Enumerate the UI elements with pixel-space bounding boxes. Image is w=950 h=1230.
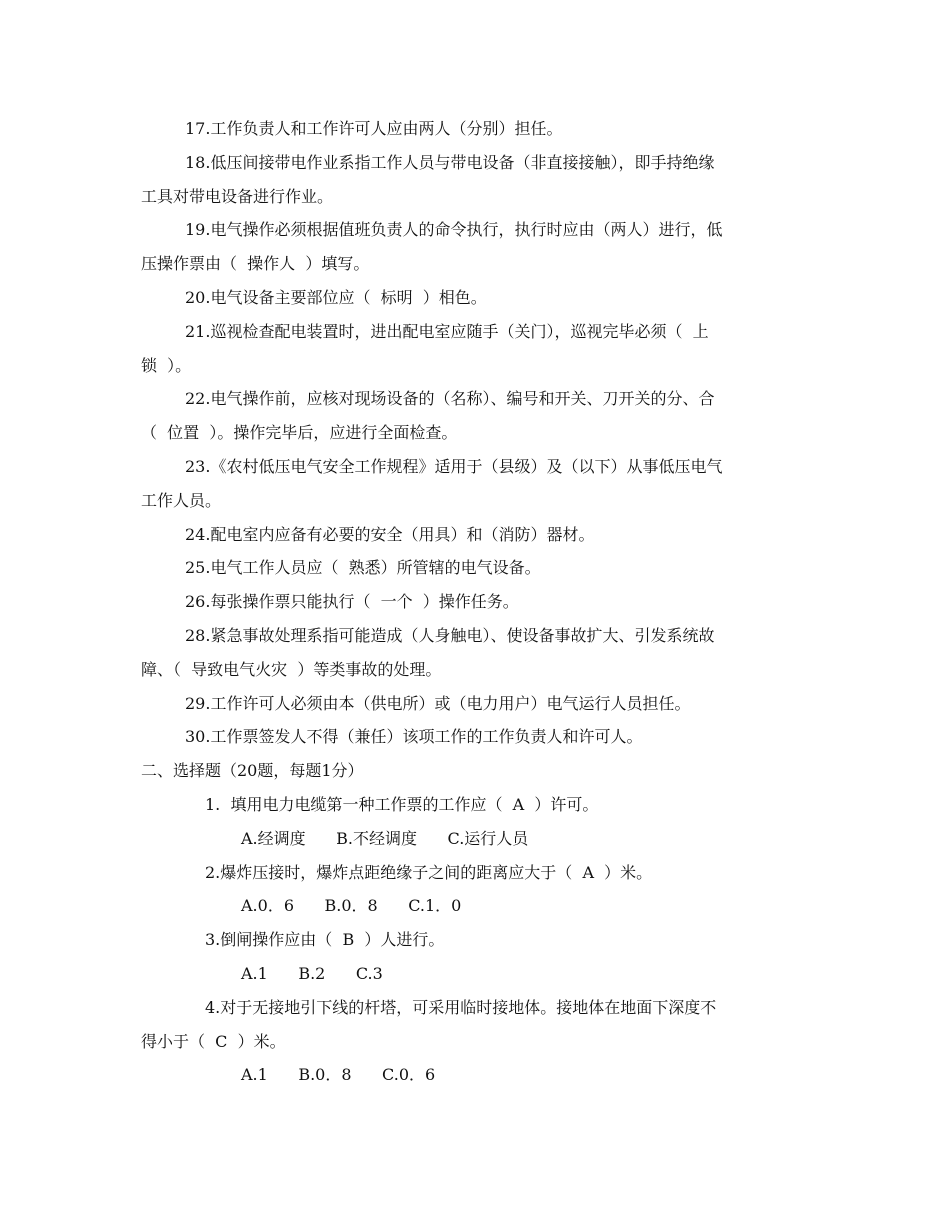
text-line-item-25: 25.电气工作人员应（ 熟悉）所管辖的电气设备。 xyxy=(185,558,541,578)
text-line-item-22-cont: （ 位置 ）。操作完毕后，应进行全面检查。 xyxy=(141,423,458,443)
text-line-item-18-cont: 工具对带电设备进行作业。 xyxy=(141,186,334,206)
question-4-cont: 得小于（ C ）米。 xyxy=(141,1031,286,1051)
question-4: 4.对于无接地引下线的杆塔，可采用临时接地体。接地体在地面下深度不 xyxy=(205,997,717,1017)
question-3: 3.倒闸操作应由（ B ）人进行。 xyxy=(205,930,445,950)
text-line-item-19: 19.电气操作必须根据值班负责人的命令执行，执行时应由（两人）进行，低 xyxy=(185,220,723,240)
section-heading: 二、选择题（20题，每题1分） xyxy=(141,761,364,781)
text-line-item-26: 26.每张操作票只能执行（ 一个 ）操作任务。 xyxy=(185,592,519,612)
question-3-options: A.1 B.2 C.3 xyxy=(241,963,383,983)
text-line-item-28: 28.紧急事故处理系指可能造成（人身触电）、使设备事故扩大、引发系统故 xyxy=(185,625,715,645)
question-1: 1. 填用电力电缆第一种工作票的工作应（ A ）许可。 xyxy=(205,794,599,814)
text-line-item-30: 30.工作票签发人不得（兼任）该项工作的工作负责人和许可人。 xyxy=(185,727,643,747)
text-line-item-19-cont: 压操作票由（ 操作人 ）填写。 xyxy=(141,254,370,274)
text-line-item-28-cont: 障、（ 导致电气火灾 ）等类事故的处理。 xyxy=(141,659,442,679)
document-body xyxy=(141,112,811,1092)
text-line-item-23-cont: 工作人员。 xyxy=(141,490,222,510)
text-line-item-29: 29.工作许可人必须由本（供电所）或（电力用户）电气运行人员担任。 xyxy=(185,693,691,713)
question-1-options: A.经调度 B.不经调度 C.运行人员 xyxy=(241,828,529,848)
text-line-item-21-cont: 锁 ）。 xyxy=(141,355,192,375)
text-line-item-18: 18.低压间接带电作业系指工作人员与带电设备（非直接接触），即手持绝缘 xyxy=(185,152,715,172)
text-line-item-17: 17.工作负责人和工作许可人应由两人（分别）担任。 xyxy=(185,119,563,138)
question-4-options: A.1 B.0．8 C.0．6 xyxy=(241,1065,436,1085)
question-2: 2.爆炸压接时，爆炸点距绝缘子之间的距离应大于（ A ）米。 xyxy=(205,862,653,882)
text-line-item-24: 24.配电室内应备有必要的安全（用具）和（消防）器材。 xyxy=(185,524,595,544)
text-line-item-23: 23.《农村低压电气安全工作规程》适用于（县级）及（以下）从事低压电气 xyxy=(185,456,723,476)
question-2-options: A.0．6 B.0．8 C.1．0 xyxy=(241,896,462,916)
text-line-item-22: 22.电气操作前，应核对现场设备的（名称）、编号和开关、刀开关的分、合 xyxy=(185,389,715,409)
text-line-item-21: 21.巡视检查配电装置时，进出配电室应随手（关门），巡视完毕必须（ 上 xyxy=(185,321,709,341)
text-line-item-20: 20.电气设备主要部位应（ 标明 ）相色。 xyxy=(185,287,487,307)
